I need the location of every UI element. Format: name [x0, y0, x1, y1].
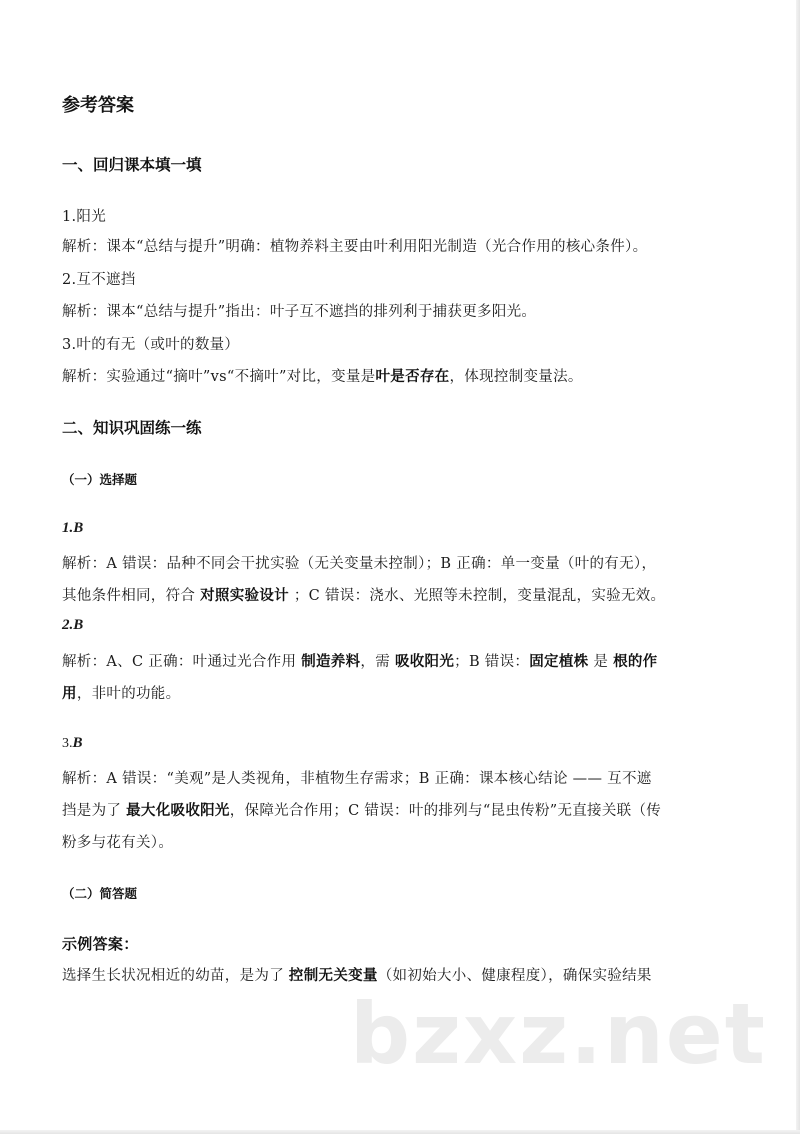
- q3-answer-num: 3.: [62, 736, 73, 751]
- subsection-short-answer: （二）简答题: [62, 886, 138, 901]
- q2-text-g: 是: [593, 654, 609, 670]
- analysis-2: 解析：课本“总结与提升”指出：叶子互不遮挡的排列利于捕获更多阳光。: [62, 304, 537, 320]
- q3-analysis-line-3: 粉多与花有关）。: [62, 835, 174, 851]
- q2-analysis-line-2: [62, 682, 180, 703]
- q1-text-c: ；C 错误：浇水、光照等未控制，变量混乱，实验无效。: [293, 588, 666, 604]
- sample-bold: 控制无关变量: [288, 968, 378, 984]
- answer-1: 1.阳光: [62, 209, 107, 225]
- page-title: 参考答案: [62, 95, 134, 116]
- q3-answer: [62, 735, 83, 752]
- analysis-3-text-c: ，体现控制变量法。: [449, 369, 583, 385]
- q3-analysis-line-2: [62, 799, 661, 820]
- q2-bold-4: 根的作: [613, 654, 658, 670]
- sample-answer-label: 示例答案：: [62, 935, 139, 953]
- analysis-1: 解析：课本“总结与提升”明确：植物养料主要由叶利用阳光制造（光合作用的核心条件）。: [62, 239, 648, 255]
- q3-text-a: 挡是为了: [62, 803, 122, 819]
- q2-text-a: 解析：A、C 正确：叶通过光合作用: [62, 654, 297, 670]
- answer-3: 3.叶的有无（或叶的数量）: [62, 337, 240, 353]
- q1-bold: 对照实验设计: [200, 588, 289, 604]
- subsection-choice: （一）选择题: [62, 472, 138, 487]
- q1-analysis-line-2: [62, 584, 665, 605]
- analysis-3-text-a: 解析：实验通过“摘叶”vs“不摘叶”对比，变量是: [62, 369, 376, 385]
- page-edge-bottom: [0, 1130, 800, 1134]
- q2-bold-3: 固定植株: [529, 654, 589, 670]
- q3-answer-letter: B: [72, 735, 83, 751]
- answer-2: 2.互不遮挡: [62, 272, 136, 288]
- q2-analysis-line-1: [62, 650, 657, 671]
- q2-answer: 2.B: [62, 617, 84, 633]
- q1-text-a: 其他条件相同，符合: [62, 588, 196, 604]
- q2-bold-2: 吸收阳光: [394, 654, 455, 670]
- q1-answer: 1.B: [62, 520, 84, 536]
- q3-text-c: ，保障光合作用；C 错误：叶的排列与“昆虫传粉”无直接关联（传: [229, 803, 662, 819]
- q3-analysis-line-1: 解析：A 错误：“美观”是人类视角，非植物生存需求；B 正确：课本核心结论 —— 互不遮: [62, 771, 652, 787]
- q2-bold-1: 制造养料: [301, 654, 361, 670]
- q3-bold: 最大化吸收阳光: [126, 803, 230, 819]
- sample-text-c: （如初始大小、健康程度），确保实验结果: [377, 968, 652, 984]
- q2-text-2b: ，非叶的功能。: [76, 686, 181, 702]
- analysis-3: [62, 365, 583, 386]
- sample-answer-line-1: [62, 964, 652, 985]
- section-heading-2: 二、知识巩固练一练: [62, 419, 202, 437]
- q1-analysis-line-1: 解析：A 错误：品种不同会干扰实验（无关变量未控制）；B 正确：单一变量（叶的有无），: [62, 556, 657, 572]
- q2-bold-5: 用: [62, 686, 77, 702]
- sample-text-a: 选择生长状况相近的幼苗，是为了: [62, 968, 284, 984]
- q2-text-e: ；B 错误：: [454, 654, 530, 670]
- watermark: bzxz.net: [350, 985, 767, 1083]
- page-edge-right: [796, 0, 800, 1134]
- section-heading-1: 一、回归课本填一填: [62, 156, 202, 174]
- q2-text-c: ，需: [360, 654, 391, 670]
- analysis-3-bold: 叶是否存在: [375, 369, 450, 385]
